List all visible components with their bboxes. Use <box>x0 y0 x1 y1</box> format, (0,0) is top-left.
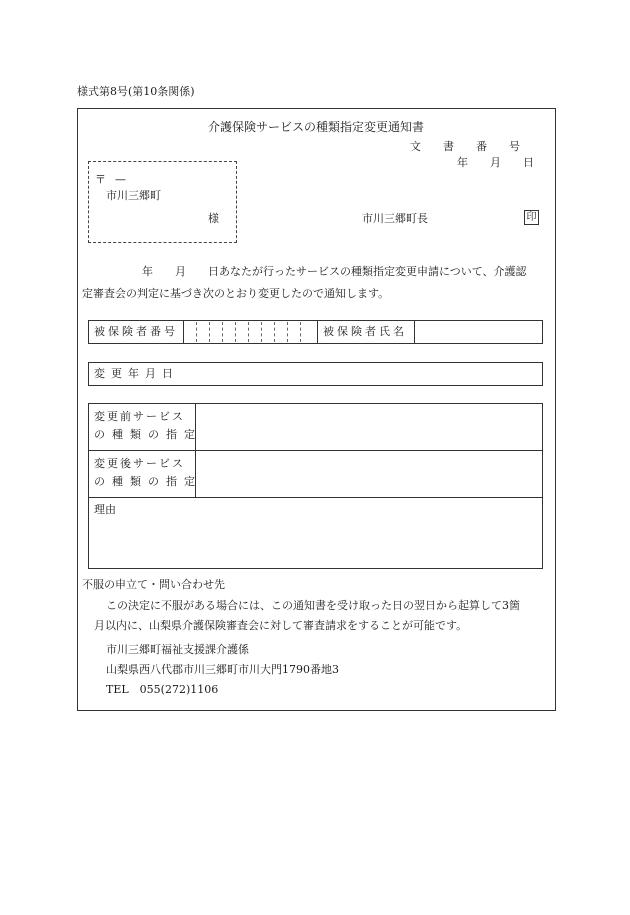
digit-separator <box>196 322 197 342</box>
insured-name-label: 被保険者氏名 <box>323 325 407 338</box>
insured-number-label: 被保険者番号 <box>94 325 178 338</box>
digit-separator <box>261 322 262 342</box>
recipient-town: 市川三郷町 <box>106 189 161 202</box>
digit-separator <box>235 322 236 342</box>
contact-address: 山梨県西八代郡市川三郷町市川大門1790番地3 <box>106 663 339 676</box>
digit-separator <box>209 322 210 342</box>
form-number: 様式第8号(第10条関係) <box>77 85 195 98</box>
body-text-line2: 定審査会の判定に基づき次のとおり変更したので通知します。 <box>82 287 390 300</box>
postal-dash: — <box>115 173 126 186</box>
change-date-label: 変更年月日 <box>94 367 179 380</box>
digit-separator <box>287 322 288 342</box>
after-service-label-1: 変更後サービス <box>94 457 185 470</box>
appeal-heading: 不服の申立て・問い合わせ先 <box>82 578 225 591</box>
document-title: 介護保険サービスの種類指定変更通知書 <box>208 120 425 134</box>
body-text-line1: 年 月 日あなたが行ったサービスの種類指定変更申請について、介護認 <box>142 265 527 278</box>
divider <box>183 320 184 344</box>
contact-phone: TEL 055(272)1106 <box>106 683 219 696</box>
recipient-honorific: 様 <box>208 212 219 225</box>
contact-department: 市川三郷町福祉支援課介護係 <box>106 643 249 656</box>
digit-separator <box>248 322 249 342</box>
issuer-name: 市川三郷町長 <box>362 212 428 225</box>
divider <box>317 320 318 344</box>
digit-separator <box>300 322 301 342</box>
divider <box>88 497 543 498</box>
issue-date-label: 年 月 日 <box>457 156 534 169</box>
digit-separator <box>274 322 275 342</box>
divider <box>88 450 543 451</box>
divider <box>414 320 415 344</box>
digit-separator <box>222 322 223 342</box>
postal-mark: 〒 <box>95 173 106 186</box>
appeal-text-line1: この決定に不服がある場合には、この通知書を受け取った日の翌日から起算して3箇 <box>106 599 520 612</box>
before-service-label-1: 変更前サービス <box>94 410 185 423</box>
document-number-label: 文 書 番 号 <box>410 140 520 153</box>
reason-label: 理由 <box>94 503 116 516</box>
before-service-label-2: の種類の指定 <box>94 428 202 441</box>
appeal-text-line2: 月以内に、山梨県介護保険審査会に対して審査請求をすることが可能です。 <box>94 619 468 632</box>
official-seal: 印 <box>524 210 539 225</box>
after-service-label-2: の種類の指定 <box>94 475 202 488</box>
